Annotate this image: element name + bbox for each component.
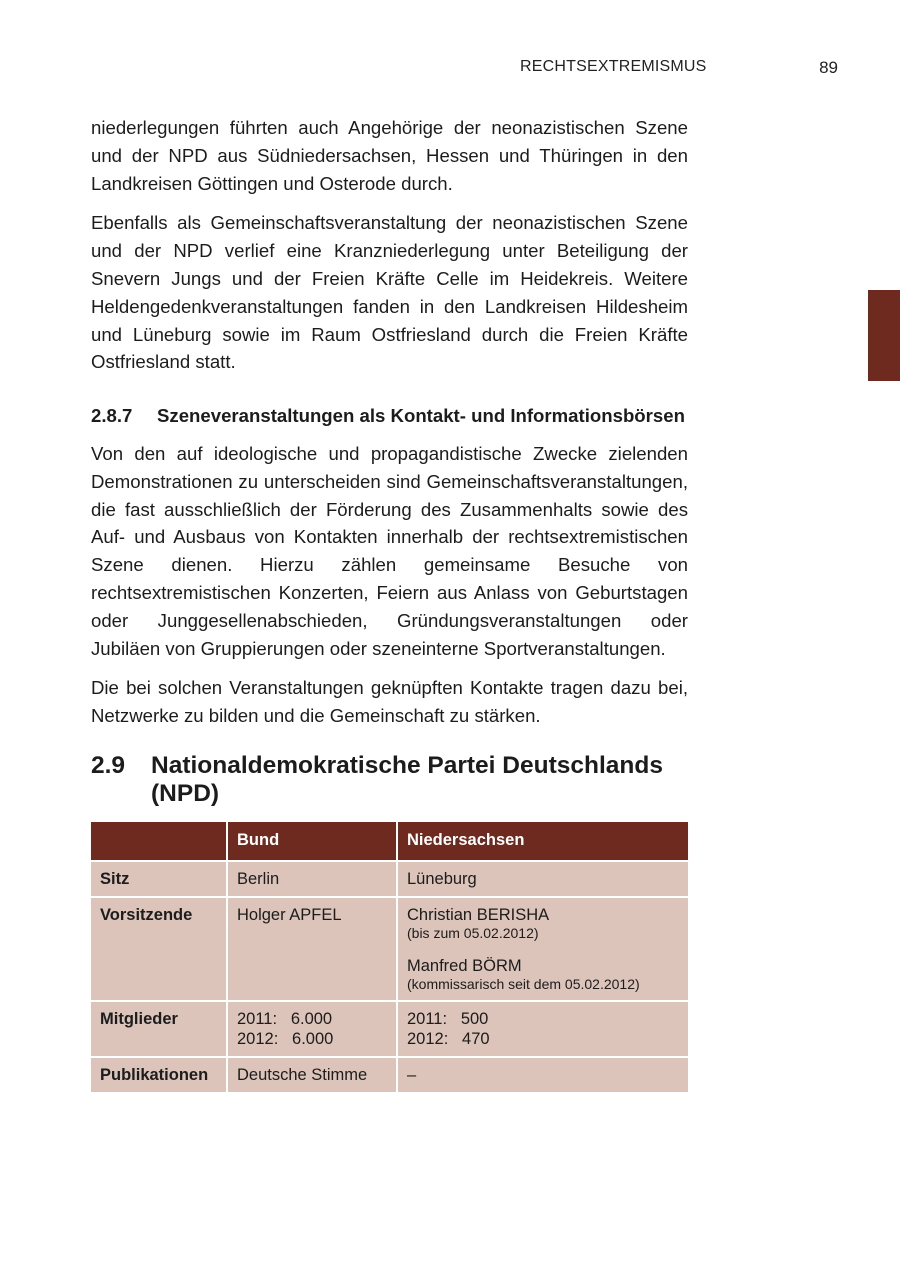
table-row <box>91 1057 688 1093</box>
member-count: 2012: 6.000 <box>237 1029 334 1048</box>
table-header-niedersachsen: Niedersachsen <box>397 822 688 861</box>
section-number: 2.8.7 <box>91 405 133 427</box>
chair-note: (kommissarisch seit dem 05.02.2012) <box>407 975 640 992</box>
cell-bund: Deutsche Stimme <box>227 1057 397 1093</box>
section-number: 2.9 <box>91 751 126 779</box>
chair-note: (bis zum 05.02.2012) <box>407 924 539 941</box>
member-count: 2011: 6.000 <box>237 1009 333 1028</box>
table-row <box>91 1001 688 1057</box>
chair-name: Christian BERISHA <box>407 905 550 924</box>
paragraph: niederlegungen führten auch Angehörige der neonazistischen Szene und der NPD aus Südniedersachsen, Hessen und Thüringen in den Landkreisen Göttingen und Osterode durch. <box>91 117 688 194</box>
section-heading-2-9 <box>91 752 688 808</box>
chair-name: Manfred BÖRM <box>407 956 522 975</box>
table-header-empty <box>91 822 227 861</box>
section-heading-2-8-7 <box>91 402 688 430</box>
row-label: Vorsitzende <box>91 897 227 1001</box>
cell-bund: Berlin <box>227 861 397 897</box>
page-body <box>91 114 688 1094</box>
section-title: Szeneveranstaltungen als Kontakt- und Informationsbörsen <box>157 405 685 427</box>
paragraph: Von den auf ideologische und propagandistische Zwecke zielenden Demonstrationen zu unterscheiden sind Gemeinschaftsveranstaltungen, die fast ausschließlich der Förderung des Zusammenhalts sowie des Auf- und Ausbaus von Kontakten innerhalb der rechtsextremistischen Szene dienen. Hierzu zählen gemeinsame Besuche von rechtsextremistischen Konzerten, Feiern aus Anlass von Geburtstagen oder Junggesellenabschieden, Gründungsveranstaltungen oder Jubiläen von Gruppierungen oder szeneinterne Sportveranstaltungen. <box>91 442 688 659</box>
row-label: Sitz <box>91 861 227 897</box>
chapter-thumb-tab <box>868 290 900 381</box>
table-row <box>91 861 688 897</box>
cell-niedersachsen: Lüneburg <box>397 861 688 897</box>
cell-bund <box>227 1001 397 1057</box>
row-label: Mitglieder <box>91 1001 227 1057</box>
running-header: RECHTSEXTREMISMUS <box>520 58 707 75</box>
page-number: 89 <box>819 58 838 77</box>
cell-niedersachsen <box>397 1001 688 1057</box>
row-label: Publikationen <box>91 1057 227 1093</box>
cell-niedersachsen: – <box>397 1057 688 1093</box>
npd-overview-table <box>91 822 688 1094</box>
member-count: 2012: 470 <box>407 1029 490 1048</box>
paragraph: Die bei solchen Veranstaltungen geknüpften Kontakte tragen dazu bei, Netzwerke zu bilden und die Gemeinschaft zu stärken. <box>91 677 688 727</box>
paragraph: Ebenfalls als Gemeinschaftsveranstaltung der neonazistischen Szene und der NPD verlief eine Kranzniederlegung unter Beteiligung der Snevern Jungs und der Freien Kräfte Celle im Heidekreis. Weitere Heldengedenkveranstaltungen fanden in den Landkreisen Hildesheim und Lüneburg sowie im Raum Ostfriesland durch die Freien Kräfte Ostfriesland statt. <box>91 212 688 373</box>
table-header-row <box>91 822 688 861</box>
cell-niedersachsen <box>397 897 688 1001</box>
table-row <box>91 897 688 1001</box>
member-count: 2011: 500 <box>407 1009 489 1028</box>
table-header-bund: Bund <box>227 822 397 861</box>
section-title: Nationaldemokratische Partei Deutschlands (NPD) <box>151 751 663 807</box>
cell-bund: Holger APFEL <box>227 897 397 1001</box>
